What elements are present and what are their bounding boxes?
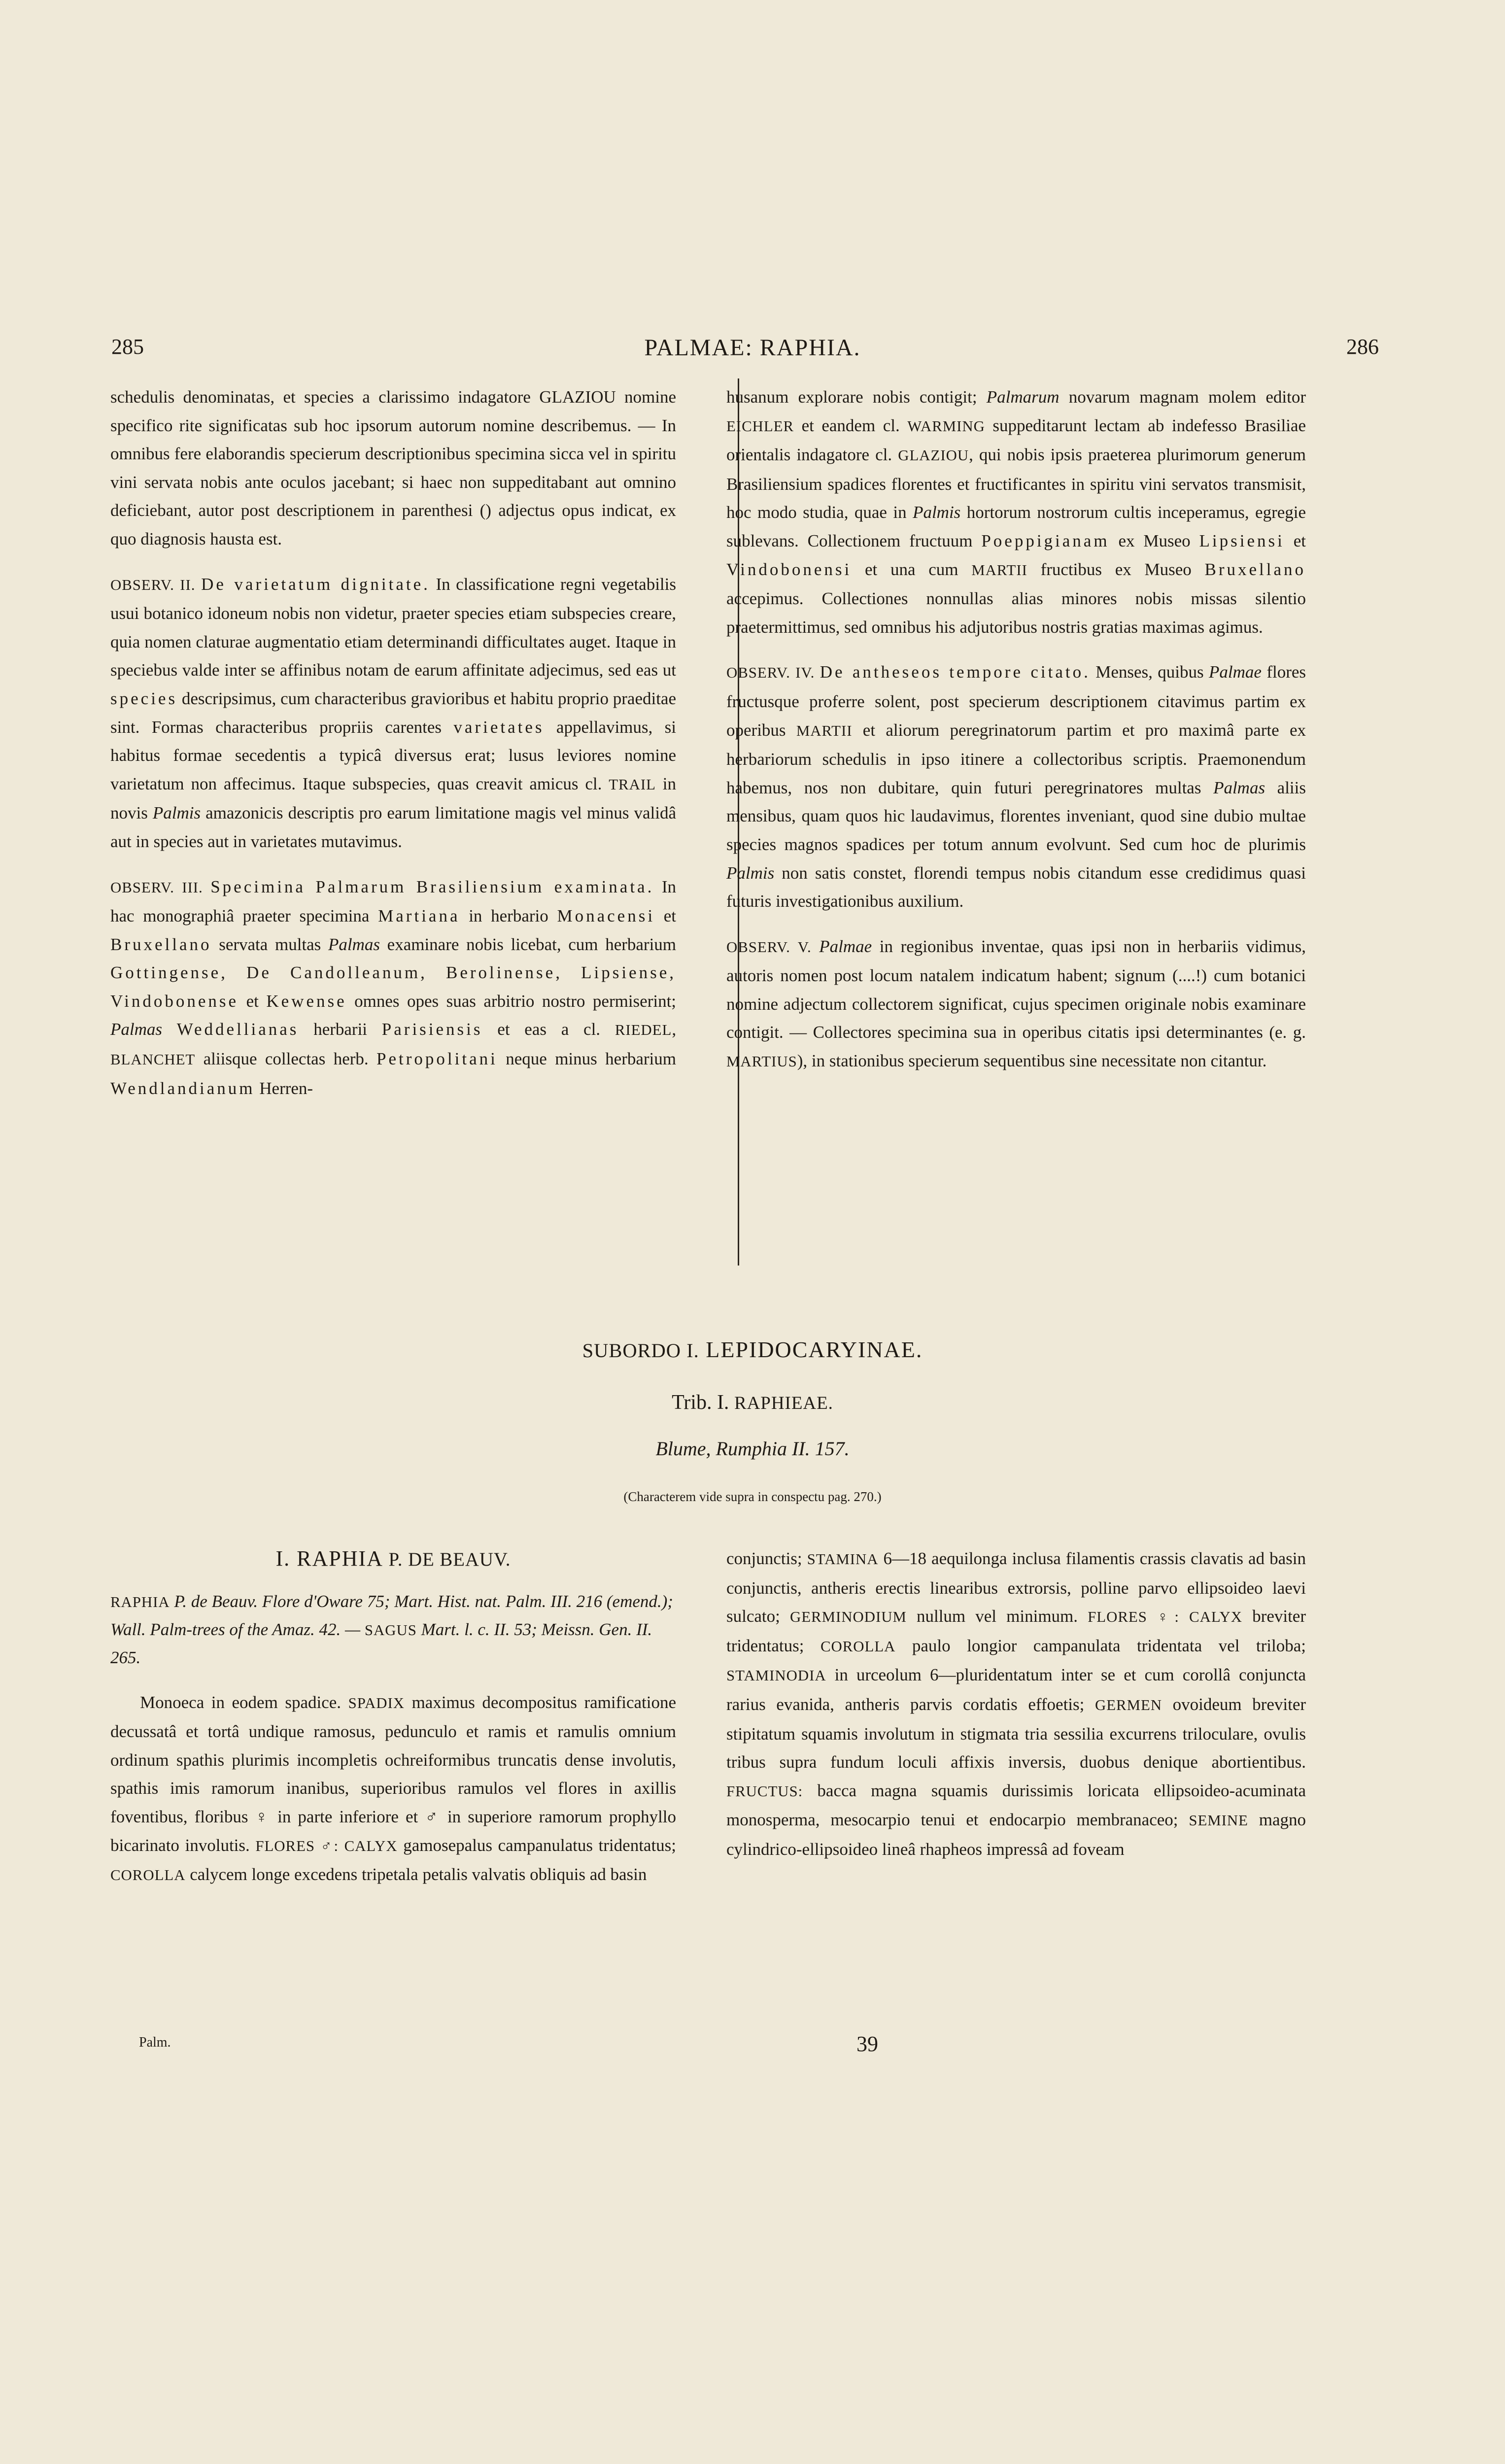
left-page-number: 285 [111,335,144,359]
lower-right-column [726,1544,1306,1864]
paragraph-observ-3: OBSERV. III. Specimina Palmarum Brasiliensium examinata. In hac monographiâ praeter specimina Martiana in herbario Monacensi et Bruxellano servata multas Palmas examinare nobis licebat, cum herbarium Gottingense, De Candolleanum, Berolinense, Lipsiense, Vindobonense et Kewense omnes opes suas arbitrio nostro permiserint; Palmas Weddellianas herbarii Parisiensis et eas a cl. RIEDEL, BLANCHET aliisque collectas herb. Petropolitani neque minus herbarium Wendlandianum Herren- [110,877,677,1098]
genus-title: I. RAPHIA P. DE BEAUV. [275,1546,511,1571]
paragraph-observ-5: OBSERV. V. Palmae in regionibus inventae, quas ipsi non in herbariis vidimus, autoris nomen post locum natalem indicatum habent; signum (....!) cum botanici nomine adjectum collectorem significat, cujus specimen originale nobis examinare contigit. — Collectores specimina sua in operibus citatis ipsi determinantes (e. g. MARTIUS), in stationibus specierum sequentibus sine necessitate non citantur. [726,936,1306,1071]
observ-label: OBSERV. II. [110,576,196,593]
genus-references: RAPHIA P. de Beauv. Flore d'Oware 75; Mart. Hist. nat. Palm. III. 216 (emend.); Wall. Palm-trees of the Amaz. 42. — SAGUS Mart. l. c. II. 53; Meissn. Gen. II. 265. [110,1591,673,1667]
lower-left-column [110,1544,676,1890]
right-page-number: 286 [1346,335,1379,359]
running-title: PALMAE: RAPHIA. [644,335,861,361]
upper-right-column [726,383,1306,1076]
observ-heading: De antheseos tempore citato. [820,662,1091,682]
observ-label: OBSERV. V. [726,938,812,956]
genus-description: Monoeca in eodem spadice. SPADIX maximus decompositus ramificatione decussatâ et tortâ undique ramosus, pedunculo et ramis et ramulis omnium ordinum spathis plurimis incompletis ochreiformibus truncatis dense involutis, spathis imis ramorum inanibus, superioribus ramulos vel flores in axillis foventibus, floribus ♀ in parte inferiore et ♂ in superiore ramorum prophyllo bicarinato involutis. FLORES ♂: CALYX gamosepalus campanulatus tridentatus; COROLLA calycem longe excedens tripetala petalis valvatis obliquis ad basin [110,1692,677,1884]
paragraph-intro: schedulis denominatas, et species a clarissimo indagatore GLAZIOU nomine specifico rite significatas sub hoc ipsorum autorum nomine describemus. — In omnibus fere elaborandis specierum descriptionibus specimina sicca vel in spiritu vini servata nobis ante oculos jacebant; si haec non suppeditabant aut omnino deficiebant, autor post descriptionem in parenthesi () adjectus opus indicat, ex quo diagnosis hausta est. [110,387,676,548]
paragraph-observ-2: OBSERV. II. De varietatum dignitate. In classificatione regni vegetabilis usui botanico idoneum nobis non videtur, praeter species etiam subspecies creare, quia nomen claturae augmentatio etiam determinandi difficultates auget. Itaque in speciebus valde inter se affinibus notam de earum affinitate adjecimus, sed eas ut species descripsimus, cum characteribus gravioribus et habitu proprio praeditae sint. Formas characteribus propriis carentes varietates appellavimus, si habitus formae secedentis a typicâ diversus erat; lusus leviores nomine varietatum non affecimus. Itaque subspecies, quas creavit amicus cl. TRAIL in novis Palmis amazonicis descriptis pro earum limitatione magis vel minus validâ aut in species aut in varietates mutavimus. [110,574,677,851]
genus-description-continued: conjunctis; STAMINA 6—18 aequilonga inclusa filamentis crassis clavatis ad basin conjunctis, antheris erectis linearibus extrorsis, polline parvo ellipsoideo laevi sulcato; GERMINODIUM nullum vel minimum. FLORES ♀: CALYX breviter tridentatus; COROLLA paulo longior campanulata tridentata vel triloba; STAMINODIA in urceolum 6—pluridentatum inter se et cum corollâ conjuncta rarius evanida, antheris parvis cordatis effoetis; GERMEN ovoideum breviter stipitatum squamis involutum in stigmata tria sessilia excurrens triloculare, ovulis tribus supra fundum loculi affixis inversis, duobus denique abortientibus. FRUCTUS: bacca magna squamis durissimis loricata ellipsoideo-acuminata monosperma, mesocarpio tenui et endocarpio membranaceo; SEMINE magno cylindrico-ellipsoideo lineâ rhapheos impressâ ad foveam [726,1549,1306,1859]
tribus-citation: Blume, Rumphia II. 157. [655,1437,850,1460]
character-note: (Characterem vide supra in conspectu pag. 270.) [623,1489,882,1504]
observ-label: OBSERV. IV. [726,664,815,682]
page-number: 39 [856,2032,878,2056]
upper-left-column [110,383,676,1102]
subordo-heading: SUBORDO I. LEPIDOCARYINAE. [582,1337,923,1362]
tribus-heading: Trib. I. RAPHIEAE. [672,1391,833,1414]
paragraph-continuation: husanum explorare nobis contigit; Palmarum novarum magnam molem editor EICHLER et eandem cl. WARMING suppeditarunt lectam ab indefesso Brasiliae orientalis indagatore cl. GLAZIOU, qui nobis ipsis praeterea plurimorum generum Brasiliensium spadices florentes et fructificantes in spiritu vini servatos transmisit, hoc modo studia, quae in Palmis hortorum nostrorum cultis inceperamus, egregie sublevans. Collectionem fructuum Poeppigianam ex Museo Lipsiensi et Vindobonensi et una cum MARTII fructibus ex Museo Bruxellano accepimus. Collectiones nonnullas alias minores nobis missas silentio praetermittimus, sed omnibus his adjutoribus nostris gratias maximas agimus. [726,387,1306,637]
observ-label: OBSERV. III. [110,879,203,896]
observ-heading: Specimina Palmarum Brasiliensium examinata. [210,877,654,896]
signature-mark: Palm. [139,2035,171,2050]
paragraph-observ-4: OBSERV. IV. De antheseos tempore citato. Menses, quibus Palmae flores fructusque proferre solent, post specierum descriptionem citavimus partim ex operibus MARTII et aliorum peregrinatorum partim et pro maximâ parte ex herbariorum schedulis in ipso itinere a collectoribus scriptis. Praemonendum habemus, nos non dubitare, quin futuri peregrinatores multas Palmas aliis mensibus, quam quos hic laudavimus, florentes inveniant, quod sine dubio multae species magnos spadices per totum annum evolvunt. Sed cum hoc de plurimis Palmis non satis constet, florendi tempus nobis citandum esse credidimus quasi futuris investigationibus auxilium. [726,662,1306,911]
observ-heading: De varietatum dignitate. [201,574,430,594]
running-header [0,334,1505,369]
